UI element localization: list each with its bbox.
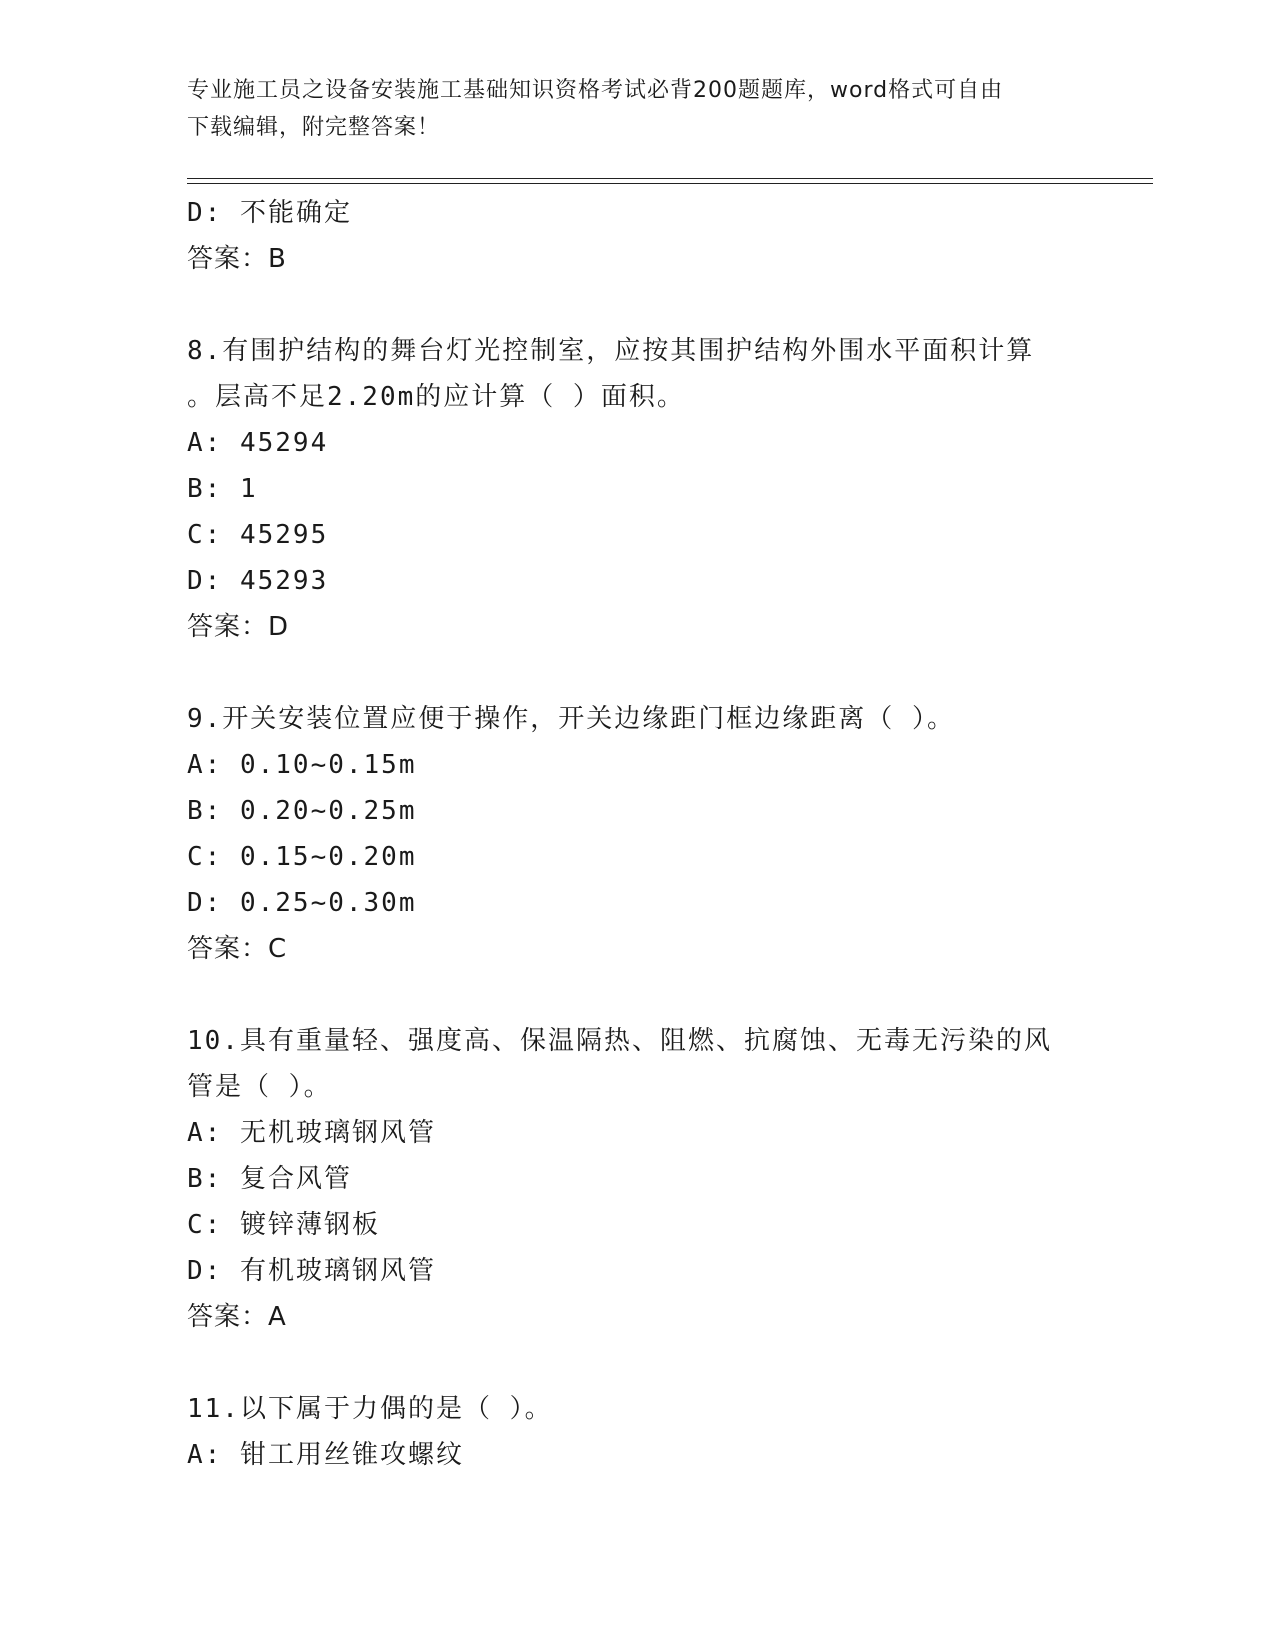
option-a: A: 无机玻璃钢风管 — [187, 1118, 436, 1148]
option-d: D: 45293 — [187, 566, 329, 596]
option-d: D: 有机玻璃钢风管 — [187, 1256, 436, 1286]
spacer — [187, 1340, 1087, 1386]
option-d: D: 0.25~0.30m — [187, 888, 417, 918]
header-line-1: 专业施工员之设备安装施工基础知识资格考试必背200题题库，word格式可自由 — [187, 78, 1004, 103]
answer-line: 答案：C — [187, 934, 288, 964]
question-7-tail — [187, 190, 1087, 282]
spacer — [187, 282, 1087, 328]
option-a: A: 0.10~0.15m — [187, 750, 417, 780]
option-a: A: 45294 — [187, 428, 329, 458]
question-stem-continued: 。层高不足2.20m的应计算（ ）面积。 — [187, 382, 685, 412]
spacer — [187, 650, 1087, 696]
option-b: B: 1 — [187, 474, 258, 504]
spacer — [187, 972, 1087, 1018]
option-b: B: 0.20~0.25m — [187, 796, 417, 826]
question-8 — [187, 328, 1087, 650]
question-stem-continued: 管是（ ）。 — [187, 1072, 332, 1102]
question-list — [187, 190, 1087, 1478]
option-c: C: 0.15~0.20m — [187, 842, 417, 872]
document-header — [187, 72, 1087, 146]
option-c: C: 镀锌薄钢板 — [187, 1210, 380, 1240]
option-c: C: 45295 — [187, 520, 329, 550]
question-stem: 8.有围护结构的舞台灯光控制室，应按其围护结构外围水平面积计算 — [187, 336, 1035, 366]
question-11 — [187, 1386, 1087, 1478]
question-10 — [187, 1018, 1087, 1340]
header-rule-bottom — [187, 183, 1153, 184]
question-9 — [187, 696, 1087, 972]
answer-line: 答案：D — [187, 612, 290, 642]
question-stem: 10.具有重量轻、强度高、保温隔热、阻燃、抗腐蚀、无毒无污染的风 — [187, 1026, 1052, 1056]
question-stem: 11.以下属于力偶的是（ ）。 — [187, 1394, 553, 1424]
header-line-2: 下载编辑，附完整答案！ — [187, 115, 441, 140]
option-d: D: 不能确定 — [187, 198, 352, 228]
option-a: A: 钳工用丝锥攻螺纹 — [187, 1440, 464, 1470]
option-b: B: 复合风管 — [187, 1164, 352, 1194]
header-rule-top — [187, 178, 1153, 179]
answer-line: 答案：A — [187, 1302, 287, 1332]
question-stem: 9.开关安装位置应便于操作，开关边缘距门框边缘距离（ ）。 — [187, 704, 955, 734]
answer-line: 答案：B — [187, 244, 287, 274]
